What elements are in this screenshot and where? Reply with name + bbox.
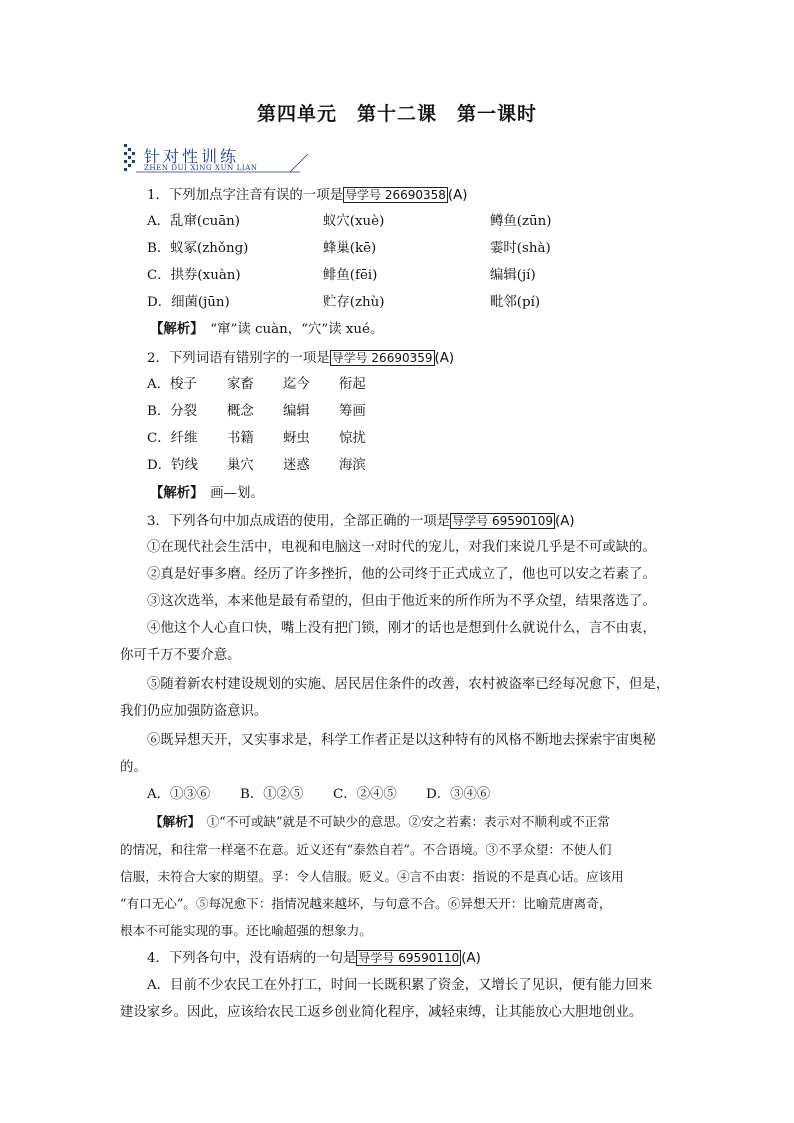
q2-option: 筹画 [339, 404, 366, 419]
banner-subtitle: ZHEN DUI XING XUN LIAN [144, 164, 258, 172]
q3-sentence: ①在现代社会生活中，电视和电脑这一对时代的宠儿，对我们来说几乎是不可或缺的。 [147, 540, 656, 555]
q4-option: 建设家乡。因此，应该给农民工返乡创业简化程序，减轻束缚，让其能放心大胆地创业。 [120, 1005, 643, 1020]
q1-option: 贮存(zhù) [323, 295, 385, 310]
q1-option: 毗邻(pí) [490, 295, 541, 310]
q2-stem: 2．下列词语有错别字的一项是 导学号 26690359 (A) [147, 351, 455, 366]
q2-option: C．纤维 [147, 431, 198, 446]
q3-analysis: “有口无心”。⑤每况愈下：指情况越来越坏，与句意不合。⑥异想天开：比喻荒唐离奇， [120, 896, 612, 911]
q1-option: 鲱鱼(fēi) [323, 268, 378, 283]
q2-option: A．梭子 [147, 377, 197, 392]
q1-option: A．乱窜(cuān) [147, 214, 241, 229]
q3-option: C．②④⑤ [333, 787, 397, 802]
q3-sentence: 我们仍应加强防盗意识。 [120, 704, 268, 719]
q1-option: D．细菌(jūn) [147, 295, 230, 310]
q1-ref: 导学号 26690358 [345, 188, 446, 202]
q2-option: B．分裂 [147, 404, 198, 419]
q3-sentence: ⑤随着新农村建设规划的实施、居民居住条件的改善，农村被盗率已经每况愈下，但是， [147, 677, 670, 692]
q3-option: A．①③⑥ [147, 787, 211, 802]
q3-analysis: 根本不可能实现的事。还比喻超强的想象力。 [120, 923, 372, 938]
q3-analysis: 【解析】 ①“不可或缺”就是不可缺少的意思。②安之若素：表示对不顺利或不正常 [150, 814, 610, 829]
q2-option: 迷惑 [283, 458, 310, 473]
q3-sentence: ⑥既异想天开，又实事求是，科学工作者正是以这种特有的风格不断地去探索宇宙奥秘 [147, 733, 656, 748]
q1-option: B．蚁冢(zhǒng) [147, 241, 249, 256]
q2-option: 蚜虫 [283, 431, 310, 446]
q2-option: 衔起 [339, 377, 366, 392]
page-title: 第四单元 第十二课 第一课时 [256, 103, 537, 125]
q4-option: A．目前不少农民工在外打工，时间一长既积累了资金，又增长了见识，便有能力回来 [147, 978, 653, 993]
q2-option: 巢穴 [227, 458, 254, 473]
q3-analysis: 的情况，和往常一样毫不在意。近义还有“泰然自若”。不合语境。③不孚众望：不使人们 [120, 842, 612, 857]
q4-ref: 导学号 69590110 [358, 951, 460, 965]
q3-stem: 3．下列各句中加点成语的使用，全部正确的一项是 导学号 69590109 (A) [147, 514, 575, 529]
q1-option: 蜂巢(kē) [323, 241, 377, 256]
q1-option: 编辑(jí) [490, 268, 536, 283]
section-banner [122, 142, 322, 176]
banner-title: 针对性训练 [144, 147, 240, 166]
q1-analysis: 【解析】 “窜”读 cuàn，“穴”读 xué。 [150, 322, 384, 337]
q3-ref: 导学号 69590109 [452, 514, 554, 528]
q3-sentence: ④他这个人心直口快，嘴上没有把门锁，刚才的话也是想到什么就说什么，言不由衷， [147, 621, 656, 636]
q2-option: 书籍 [227, 431, 254, 446]
q4-stem: 4．下列各句中，没有语病的一句是 导学号 69590110 (A) [147, 951, 481, 966]
q2-option: 家畜 [227, 377, 254, 392]
q1-option: 蚁穴(xuè) [323, 214, 385, 229]
q1-stem: 1．下列加点字注音有误的一项是 导学号 26690358 (A) [147, 188, 468, 203]
q3-option: B．①②⑤ [240, 787, 304, 802]
q2-option: 编辑 [283, 404, 310, 419]
q2-ref: 导学号 26690359 [331, 351, 433, 365]
q3-sentence: 你可千万不要介意。 [120, 648, 241, 663]
q3-analysis: 信服，未符合大家的期望。孚：令人信服。贬义。④言不由衷：指说的不是真心话。应该用 [120, 869, 624, 884]
q1-option: 霎时(shà) [490, 241, 551, 256]
q1-option: C．拱券(xuàn) [147, 268, 241, 283]
q2-analysis: 【解析】 画—划。 [150, 486, 264, 501]
q2-option: D．钓线 [147, 458, 198, 473]
q2-option: 概念 [227, 404, 254, 419]
q2-option: 惊扰 [339, 431, 366, 446]
q3-option: D．③④⑥ [426, 787, 491, 802]
q3-sentence: ②真是好事多磨。经历了许多挫折，他的公司终于正式成立了，他也可以安之若素了。 [147, 567, 656, 582]
q2-option: 海滨 [339, 458, 366, 473]
q3-sentence: 的。 [120, 760, 147, 775]
q1-option: 鳟鱼(zūn) [490, 214, 552, 229]
q2-option: 迄今 [283, 377, 310, 392]
q3-sentence: ③这次选举，本来他是最有希望的，但由于他近来的所作所为不孚众望，结果落选了。 [147, 594, 656, 609]
